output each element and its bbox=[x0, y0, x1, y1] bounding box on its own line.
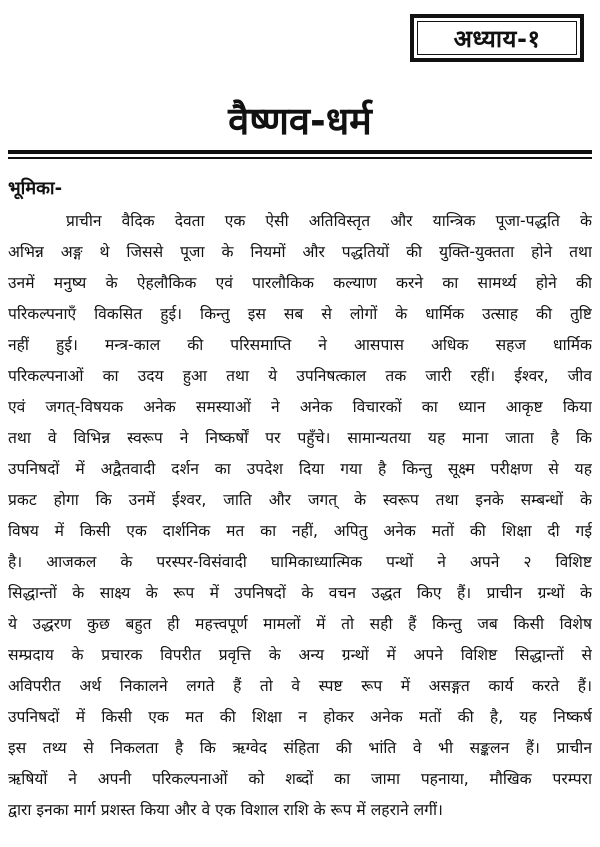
text-line: अविपरीत अर्थ निकालने लगते हैं तो वे स्पष्ट रूप में असङ्गत कार्य करते हैं। bbox=[8, 677, 592, 695]
text-line: तथा वे विभिन्न स्वरूप ने निष्कर्षों पर पहुँचे। सामान्यतया यह माना जाता है कि bbox=[8, 429, 592, 447]
page-title: वैष्णव-धर्म bbox=[228, 99, 372, 143]
text-line: एवं जगत्-विषयक अनेक समस्याओं ने अनेक विचारकों का ध्यान आकृष्ट किया bbox=[8, 398, 592, 416]
text-line: परिकल्पनाओं का उदय हुआ तथा ये उपनिषत्काल तक जारी रहीं। ईश्वर, जीव bbox=[8, 367, 592, 385]
text-line: ये उद्धरण कुछ बहुत ही महत्त्वपूर्ण मामलों में तो सही हैं किन्तु जब किसी विशेष bbox=[8, 615, 592, 633]
text-line: है। आजकल के परस्पर-विसंवादी घामिकाध्यात्मिक पन्थों ने अपने २ विशिष्ट bbox=[8, 553, 592, 571]
text-line: उपनिषदों में किसी एक मत की शिक्षा न होकर अनेक मतों की है, यह निष्कर्ष bbox=[8, 708, 592, 726]
text-line: परिकल्पनाएँ विकसित हुई। किन्तु इस सब से लोगों के धार्मिक उत्साह की तुष्टि bbox=[8, 305, 592, 323]
text-line: विषय में किसी एक दार्शनिक मत का नहीं, अपितु अनेक मतों की शिक्षा दी गई bbox=[8, 522, 592, 540]
text-line: उपनिषदों में अद्वैतवादी दर्शन का उपदेश दिया गया है किन्तु सूक्ष्म परीक्षण से यह bbox=[8, 460, 592, 478]
text-line: प्राचीन वैदिक देवता एक ऐसी अतिविस्तृत और यान्त्रिक पूजा-पद्धति के bbox=[66, 212, 592, 230]
title-rule-thin bbox=[8, 157, 592, 159]
title-rule-thick bbox=[8, 150, 592, 154]
chapter-label-box bbox=[410, 14, 584, 62]
text-line: प्रकट होगा कि उनमें ईश्वर, जाति और जगत् के स्वरूप तथा इनके सम्बन्धों के bbox=[8, 491, 592, 509]
text-line: उनमें मनुष्य के ऐहलौकिक एवं पारलौकिक कल्याण करने का सामर्थ्य होने की bbox=[8, 274, 592, 292]
body-paragraph bbox=[8, 206, 592, 826]
text-line: ऋषियों ने अपनी परिकल्पनाओं को शब्दों का जामा पहनाया, मौखिक परम्परा bbox=[8, 770, 592, 788]
text-line: सिद्धान्तों के साक्ष्य के रूप में उपनिषदों के वचन उद्धत किए हैं। प्राचीन ग्रन्थों के bbox=[8, 584, 592, 602]
text-line: सम्प्रदाय के प्रचारक विपरीत प्रवृत्ति के अन्य ग्रन्थों में अपने विशिष्ट सिद्धान्तों से bbox=[8, 646, 592, 664]
text-line: इस तथ्य से निकलता है कि ऋग्वेद संहिता की भांति वे भी सङ्कलन हैं। प्राचीन bbox=[8, 739, 592, 757]
text-line: नहीं हुई। मन्त्र-काल की परिसमाप्ति ने आसपास अधिक सहज धार्मिक bbox=[8, 336, 592, 354]
text-line: द्वारा इनका मार्ग प्रशस्त किया और वे एक विशाल राशि के रूप में लहराने लगीं। bbox=[8, 801, 443, 819]
section-heading: भूमिका- bbox=[8, 178, 63, 199]
chapter-label: अध्याय-१ bbox=[453, 24, 541, 53]
text-line: अभिन्न अङ्ग थे जिससे पूजा के नियमों और पद्धतियों की युक्ति-युक्तता होने तथा bbox=[8, 243, 592, 261]
